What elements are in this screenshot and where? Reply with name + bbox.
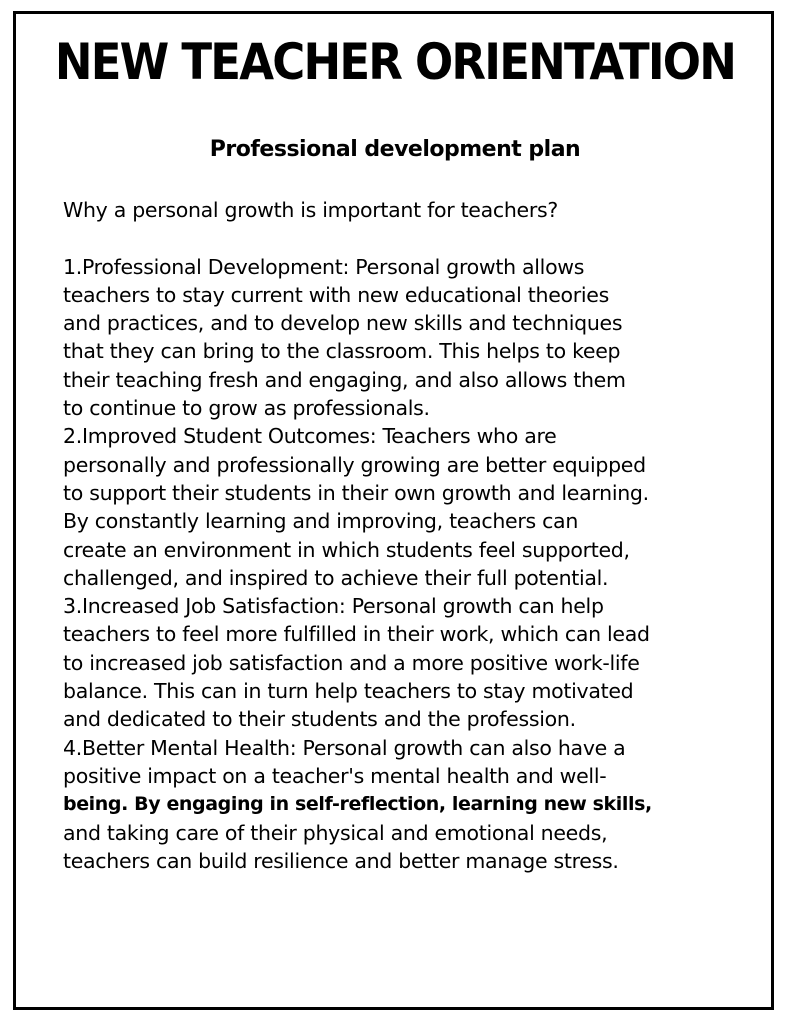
body-line: to increased job satisfaction and a more positive work-life <box>63 650 640 675</box>
body-line: 2.Improved Student Outcomes: Teachers who are <box>63 424 557 449</box>
body-line: 1.Professional Development: Personal growth allows <box>63 254 585 279</box>
body-line: and dedicated to their students and the profession. <box>63 707 576 732</box>
body-line: that they can bring to the classroom. This helps to keep <box>63 339 621 364</box>
body-line: being. By engaging in self-reflection, learning new skills, <box>63 793 652 816</box>
body-line: 4.Better Mental Health: Personal growth can also have a <box>63 735 626 760</box>
body-line: positive impact on a teacher's mental health and well- <box>63 763 607 788</box>
body-line: teachers to feel more fulfilled in their work, which can lead <box>63 622 650 647</box>
body-line: 3.Increased Job Satisfaction: Personal growth can help <box>63 594 604 619</box>
body-line: their teaching fresh and engaging, and also allows them <box>63 367 626 392</box>
body-line: personally and professionally growing are better equipped <box>63 452 646 477</box>
body-line: create an environment in which students feel supported, <box>63 537 630 562</box>
body-line: and taking care of their physical and emotional needs, <box>63 820 608 845</box>
body-line: teachers to stay current with new educational theories <box>63 282 609 307</box>
paragraph-gap <box>63 224 763 252</box>
body-line: teachers can build resilience and better manage stress. <box>63 848 619 873</box>
page-title: NEW TEACHER ORIENTATION <box>54 33 736 91</box>
body-line: and practices, and to develop new skills and techniques <box>63 311 623 336</box>
body-line: By constantly learning and improving, teachers can <box>63 509 579 534</box>
body-line: to support their students in their own growth and learning. <box>63 480 649 505</box>
body-line: challenged, and inspired to achieve their full potential. <box>63 565 609 590</box>
document-body <box>63 196 763 875</box>
body-line: balance. This can in turn help teachers to stay motivated <box>63 679 634 704</box>
body-line: to continue to grow as professionals. <box>63 396 430 421</box>
question-line: Why a personal growth is important for teachers? <box>63 198 558 222</box>
page-subtitle: Professional development plan <box>209 137 581 162</box>
